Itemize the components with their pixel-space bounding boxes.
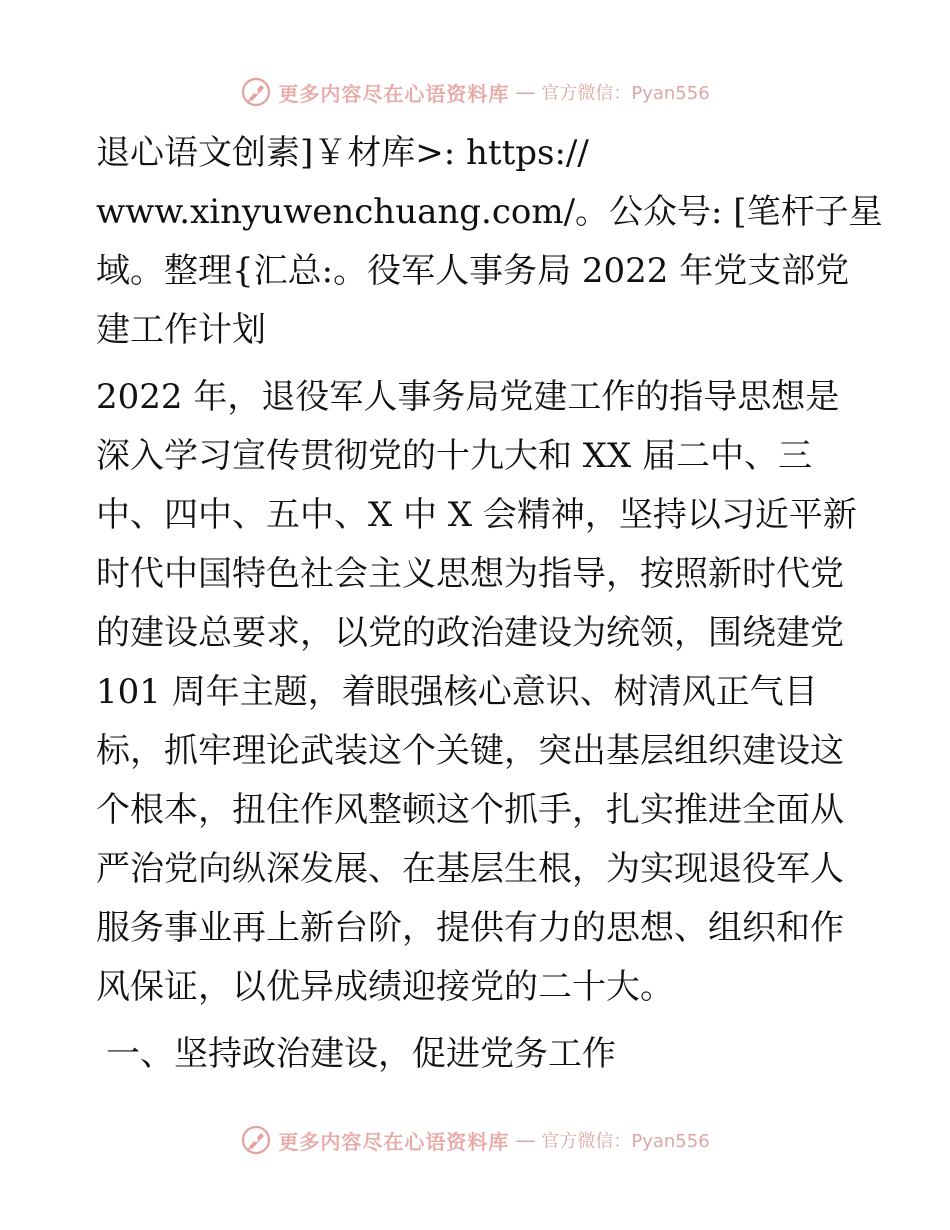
intro-line: 建工作计划 bbox=[96, 310, 266, 350]
body-line: 的建设总要求，以党的政治建设为统领，围绕建党 bbox=[96, 613, 844, 653]
section-heading: 一、坚持政治建设，促进党务工作 bbox=[106, 1034, 616, 1074]
watermark-text: 更多内容尽在心语资料库 bbox=[278, 1129, 510, 1154]
intro-line: 退心语文创素]￥材库>: https:// bbox=[96, 133, 589, 173]
body-line: 个根本，扭住作风整顿这个抓手，扎实推进全面从 bbox=[96, 790, 844, 830]
body-paragraph bbox=[96, 368, 856, 1017]
body-line: 101 周年主题，着眼强核心意识、树清风正气目 bbox=[96, 672, 818, 712]
body-line: 标，抓牢理论武装这个关键，突出基层组织建设这 bbox=[96, 731, 844, 771]
watermark-contact: 官方微信：Pyan556 bbox=[541, 83, 710, 104]
body-line: 严治党向纵深发展、在基层生根，为实现退役军人 bbox=[96, 849, 844, 889]
pen-logo-icon bbox=[240, 76, 272, 108]
watermark-separator: — bbox=[515, 1128, 536, 1152]
footer-watermark bbox=[0, 1120, 950, 1160]
intro-block bbox=[96, 124, 883, 360]
watermark-separator: — bbox=[515, 80, 536, 104]
header-watermark bbox=[0, 72, 950, 112]
intro-line: www.xinyuwenchuang.com/。公众号: [笔杆子星 bbox=[96, 192, 883, 232]
body-line: 风保证，以优异成绩迎接党的二十大。 bbox=[96, 967, 674, 1007]
body-line: 2022 年，退役军人事务局党建工作的指导思想是 bbox=[96, 377, 840, 417]
body-line: 深入学习宣传贯彻党的十九大和 XX 届二中、三 bbox=[96, 436, 813, 476]
watermark-text: 更多内容尽在心语资料库 bbox=[278, 81, 510, 106]
intro-line: 域。整理{汇总:。役军人事务局 2022 年党支部党 bbox=[96, 251, 850, 291]
watermark-contact: 官方微信：Pyan556 bbox=[541, 1131, 710, 1152]
body-line: 时代中国特色社会主义思想为指导，按照新时代党 bbox=[96, 554, 844, 594]
body-line: 中、四中、五中、X 中 X 会精神，坚持以习近平新 bbox=[96, 495, 857, 535]
body-line: 服务事业再上新台阶，提供有力的思想、组织和作 bbox=[96, 908, 844, 948]
pen-logo-icon bbox=[240, 1124, 272, 1156]
